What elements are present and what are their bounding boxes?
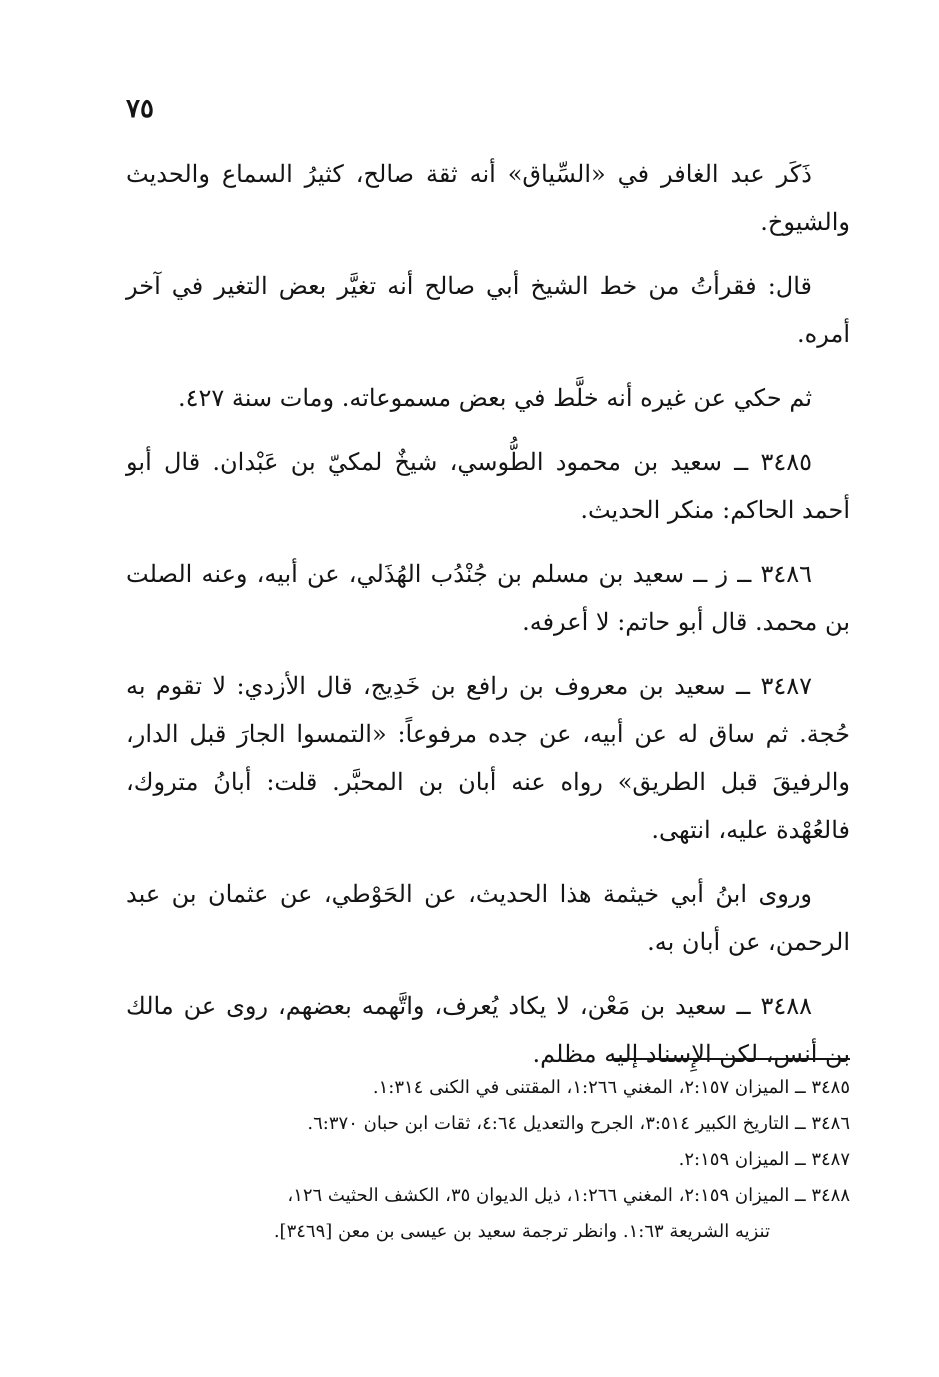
paragraph-2: قال: فقرأتُ من خط الشيخ أبي صالح أنه تغيَّر بعض التغير في آخر أمره. (126, 272, 850, 348)
footnote-3488-continued: تنزيه الشريعة ١:٦٣. وانظر ترجمة سعيد بن عيسى بن معن [٣٤٦٩]. (273, 1221, 770, 1242)
footnote-divider (612, 1058, 850, 1060)
entry-3485: ٣٤٨٥ ــ سعيد بن محمود الطُّوسي، شيخٌ لمكيّ بن عَبْدان. قال أبو أحمد الحاكم: منكر الحديث. (126, 448, 850, 524)
footnotes (126, 1070, 850, 1250)
paragraph-1: ذَكَر عبد الغافر في «السِّياق» أنه ثقة صالح، كثيرُ السماع والحديث والشيوخ. (126, 160, 850, 236)
paragraph-3: ثم حكي عن غيره أنه خلَّط في بعض مسموعاته. ومات سنة ٤٢٧. (177, 384, 812, 412)
entry-3487: ٣٤٨٧ ــ سعيد بن معروف بن رافع بن خَدِيج، قال الأزدي: لا تقوم به حُجة. ثم ساق له عن أبيه، عن جده مرفوعاً: «التمسوا الجارَ قبل الدار، والرفيقَ قبل الطريق» رواه عنه أبان بن المحبَّر. قلت: أبانُ متروك، فالعُهْدة عليه، انتهى. (126, 672, 850, 844)
paragraph-riwaya: وروى ابنُ أبي خيثمة هذا الحديث، عن الحَوْطي، عن عثمان بن عبد الرحمن، عن أبان به. (126, 880, 850, 956)
footnote-3487: ٣٤٨٧ ــ الميزان ٢:١٥٩. (678, 1149, 850, 1170)
entry-3486: ٣٤٨٦ ــ ز ــ سعيد بن مسلم بن جُنْدُب الهُذَلي، عن أبيه، وعنه الصلت بن محمد. قال أبو حاتم: لا أعرفه. (126, 560, 850, 636)
footnote-3486: ٣٤٨٦ ــ التاريخ الكبير ٣:٥١٤، الجرح والتعديل ٤:٦٤، ثقات ابن حبان ٦:٣٧٠. (307, 1113, 850, 1134)
footnote-3488: ٣٤٨٨ ــ الميزان ٢:١٥٩، المغني ١:٢٦٦، ذيل الديوان ٣٥، الكشف الحثيث ١٢٦، (287, 1185, 850, 1206)
entry-3488: ٣٤٨٨ ــ سعيد بن مَعْن، لا يكاد يُعرف، واتَّهمه بعضهم، روى عن مالك بن أنس، لكن الإِسناد إليه مظلم. (126, 992, 850, 1068)
page-number: ٧٥ (126, 94, 154, 124)
footnote-3485: ٣٤٨٥ ــ الميزان ٢:١٥٧، المغني ١:٢٦٦، المقتنى في الكنى ١:٣١٤. (372, 1077, 850, 1098)
main-text (126, 150, 850, 1094)
